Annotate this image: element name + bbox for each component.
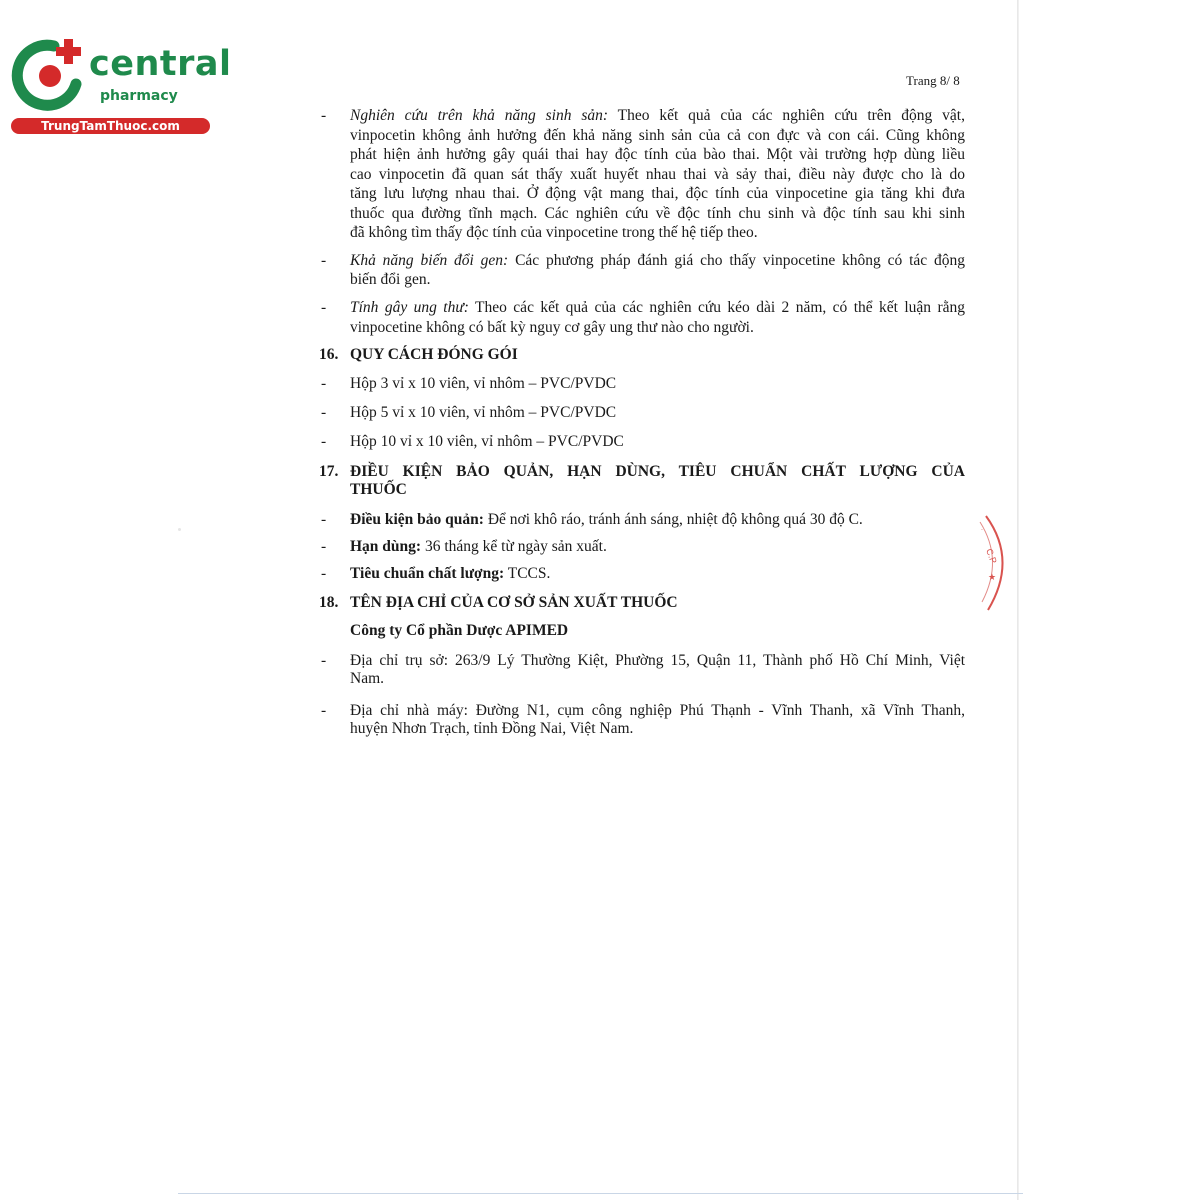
bullet-dash: - [321,652,327,669]
svg-text:C.P: C.P [984,547,999,565]
bullet-dash: - [321,107,327,124]
bullet-dash: - [321,299,327,316]
scan-speck [178,528,181,531]
text-line: đã không tìm thấy độc tính của vinpocetine trong thế hệ tiếp theo. [350,224,758,241]
company-stamp [978,510,1018,615]
logo-subtitle: pharmacy [100,88,178,104]
list-item: Hộp 5 vỉ x 10 viên, vỉ nhôm – PVC/PVDC [350,404,617,421]
bullet-dash: - [321,404,327,421]
list-item: Hạn dùng: 36 tháng kể từ ngày sản xuất. [350,538,607,555]
text-line: tăng lưu lượng nhau thai. Ở động vật mang thai, độc tính của vinpocetine gia tăng khi đưa [350,185,965,202]
text-line: vinpocetine không có bất kỳ nguy cơ gây ung thư nào cho người. [350,319,754,336]
list-item: Hộp 10 vỉ x 10 viên, vỉ nhôm – PVC/PVDC [350,433,624,450]
address-line: Địa chỉ nhà máy: Đường N1, cụm công nghiệp Phú Thạnh - Vĩnh Thanh, xã Vĩnh Thanh, [350,702,965,719]
svg-text:.: . [981,525,983,532]
page-bottom-edge [178,1193,1023,1194]
bullet-dash: - [321,433,327,450]
bullet-dash: - [321,511,327,528]
section-heading: ĐIỀU KIỆN BẢO QUẢN, HẠN DÙNG, TIÊU CHUẨN CHẤT LƯỢNG CỦA [350,463,965,480]
text-line: Khả năng biến đổi gen: Các phương pháp đánh giá cho thấy vinpocetine không có tác động [350,252,965,269]
svg-text:★: ★ [988,572,997,582]
section-heading: QUY CÁCH ĐÓNG GÓI [350,346,518,363]
address-line: Nam. [350,670,385,687]
text-line: cao vinpocetin đã quan sát thấy xuất huyết nhau thai và sảy thai, điều này được cho là do [350,166,965,183]
logo-url-badge[interactable]: TrungTamThuoc.com [11,118,210,134]
bullet-dash: - [321,252,327,269]
bullet-dash: - [321,702,327,719]
page-number: Trang 8/ 8 [906,73,960,88]
address-line: Địa chỉ trụ sở: 263/9 Lý Thường Kiệt, Phường 15, Quận 11, Thành phố Hồ Chí Minh, Việt [350,652,965,669]
list-item: Hộp 3 vỉ x 10 viên, vỉ nhôm – PVC/PVDC [350,375,617,392]
list-item: Tiêu chuẩn chất lượng: TCCS. [350,565,551,582]
address-line: huyện Nhơn Trạch, tỉnh Đồng Nai, Việt Nam. [350,720,634,737]
logo-name: central [89,44,232,84]
section-heading: TÊN ĐỊA CHỈ CỦA CƠ SỞ SẢN XUẤT THUỐC [350,594,678,611]
company-name: Công ty Cổ phần Dược APIMED [350,622,569,639]
list-item: Điều kiện bảo quản: Để nơi khô ráo, tránh ánh sáng, nhiệt độ không quá 30 độ C. [350,511,863,528]
section-number: 17. [319,463,339,480]
section-number: 16. [319,346,339,363]
bullet-dash: - [321,538,327,555]
text-line: vinpocetin không ảnh hưởng đến khả năng sinh sản của cả con đực và con cái. Cũng không [350,127,965,144]
pharmacy-cross-icon [10,36,90,116]
text-line: Nghiên cứu trên khả năng sinh sản: Theo kết quả của các nghiên cứu trên động vật, [350,107,965,124]
bullet-dash: - [321,375,327,392]
text-line: thuốc qua đường tĩnh mạch. Các nghiên cứu về độc tính chu sinh và độc tính sau khi sinh [350,205,965,222]
text-line: biến đổi gen. [350,271,431,288]
bullet-dash: - [321,565,327,582]
text-line: Tính gây ung thư: Theo các kết quả của các nghiên cứu kéo dài 2 năm, có thể kết luận rằng [350,299,965,316]
central-pharmacy-logo[interactable] [10,36,232,136]
text-line: phát hiện ảnh hưởng gây quái thai hay độc tính của bào thai. Một vài trường hợp dùng liều [350,146,965,163]
section-heading-cont: THUỐC [350,481,407,498]
section-number: 18. [319,594,339,611]
